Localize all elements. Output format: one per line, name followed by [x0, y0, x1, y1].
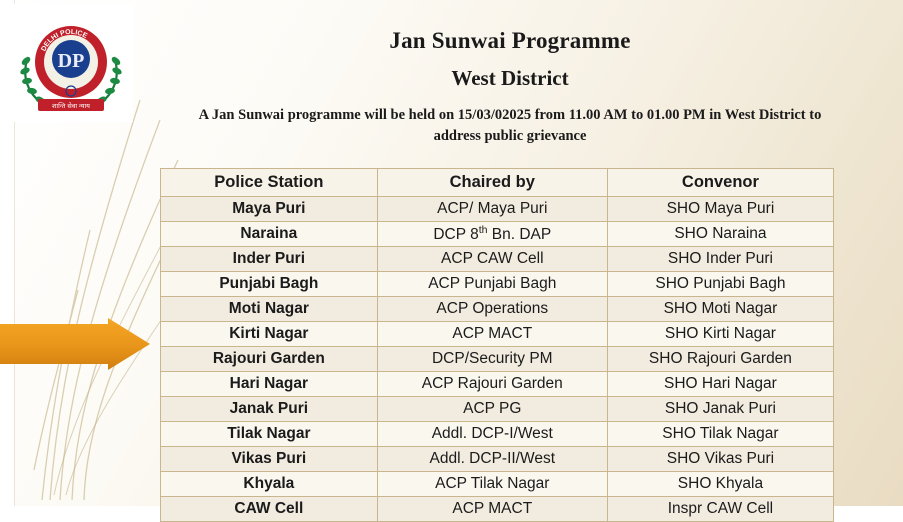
- cell-police-station: Khyala: [161, 472, 378, 497]
- table-row: [161, 422, 834, 447]
- cell-convenor: SHO Janak Puri: [607, 397, 833, 422]
- cell-police-station: Rajouri Garden: [161, 347, 378, 372]
- cell-chaired-by: ACP PG: [377, 397, 607, 422]
- cell-convenor: SHO Maya Puri: [607, 197, 833, 222]
- cell-police-station: Kirti Nagar: [161, 322, 378, 347]
- table-body: [161, 197, 834, 522]
- page-description: A Jan Sunwai programme will be held on 15/03/02025 from 11.00 AM to 01.00 PM in West District to address public grievance: [198, 107, 822, 145]
- cell-chaired-by: DCP 8th Bn. DAP: [377, 222, 607, 247]
- cell-police-station: Punjabi Bagh: [161, 272, 378, 297]
- table-header-row: [161, 169, 834, 197]
- column-header-chaired-by: Chaired by: [377, 169, 607, 197]
- cell-convenor: SHO Punjabi Bagh: [607, 272, 833, 297]
- cell-convenor: SHO Kirti Nagar: [607, 322, 833, 347]
- cell-chaired-by: Addl. DCP-I/West: [377, 422, 607, 447]
- cell-convenor: SHO Naraina: [607, 222, 833, 247]
- cell-chaired-by: ACP/ Maya Puri: [377, 197, 607, 222]
- cell-police-station: Moti Nagar: [161, 297, 378, 322]
- svg-text:शान्ति सेवा न्याय: शान्ति सेवा न्याय: [51, 103, 90, 110]
- cell-police-station: CAW Cell: [161, 497, 378, 522]
- table-row: [161, 497, 834, 522]
- cell-convenor: SHO Hari Nagar: [607, 372, 833, 397]
- cell-convenor: SHO Khyala: [607, 472, 833, 497]
- cell-chaired-by: ACP Tilak Nagar: [377, 472, 607, 497]
- page-subtitle: West District: [451, 66, 569, 90]
- cell-chaired-by: ACP MACT: [377, 322, 607, 347]
- cell-chaired-by: DCP/Security PM: [377, 347, 607, 372]
- cell-convenor: SHO Vikas Puri: [607, 447, 833, 472]
- cell-convenor: SHO Rajouri Garden: [607, 347, 833, 372]
- cell-convenor: SHO Tilak Nagar: [607, 422, 833, 447]
- column-header-police-station: Police Station: [161, 169, 378, 197]
- orange-arrow-decoration: [0, 318, 150, 370]
- table-row: [161, 247, 834, 272]
- table-row: [161, 397, 834, 422]
- delhi-police-emblem: [8, 4, 133, 122]
- table-row: [161, 272, 834, 297]
- table-row: [161, 222, 834, 247]
- column-header-convenor: Convenor: [607, 169, 833, 197]
- table-row: [161, 347, 834, 372]
- table-row: [161, 322, 834, 347]
- cell-chaired-by: ACP MACT: [377, 497, 607, 522]
- cell-chaired-by: ACP CAW Cell: [377, 247, 607, 272]
- svg-text:DELHI POLICE: DELHI POLICE: [39, 28, 88, 53]
- cell-police-station: Tilak Nagar: [161, 422, 378, 447]
- cell-convenor: SHO Inder Puri: [607, 247, 833, 272]
- table-row: [161, 197, 834, 222]
- table-row: [161, 297, 834, 322]
- cell-chaired-by: ACP Punjabi Bagh: [377, 272, 607, 297]
- cell-convenor: Inspr CAW Cell: [607, 497, 833, 522]
- cell-police-station: Janak Puri: [161, 397, 378, 422]
- svg-text:DP: DP: [57, 50, 84, 72]
- jan-sunwai-table: [160, 168, 834, 522]
- cell-police-station: Maya Puri: [161, 197, 378, 222]
- table-row: [161, 372, 834, 397]
- cell-police-station: Vikas Puri: [161, 447, 378, 472]
- cell-police-station: Inder Puri: [161, 247, 378, 272]
- table-row: [161, 472, 834, 497]
- page-title: Jan Sunwai Programme: [389, 28, 631, 53]
- cell-convenor: SHO Moti Nagar: [607, 297, 833, 322]
- table-row: [161, 447, 834, 472]
- cell-police-station: Hari Nagar: [161, 372, 378, 397]
- cell-chaired-by: ACP Rajouri Garden: [377, 372, 607, 397]
- cell-chaired-by: ACP Operations: [377, 297, 607, 322]
- cell-police-station: Naraina: [161, 222, 378, 247]
- jan-sunwai-table-wrapper: [160, 168, 834, 522]
- header-block: [150, 28, 870, 147]
- cell-chaired-by: Addl. DCP-II/West: [377, 447, 607, 472]
